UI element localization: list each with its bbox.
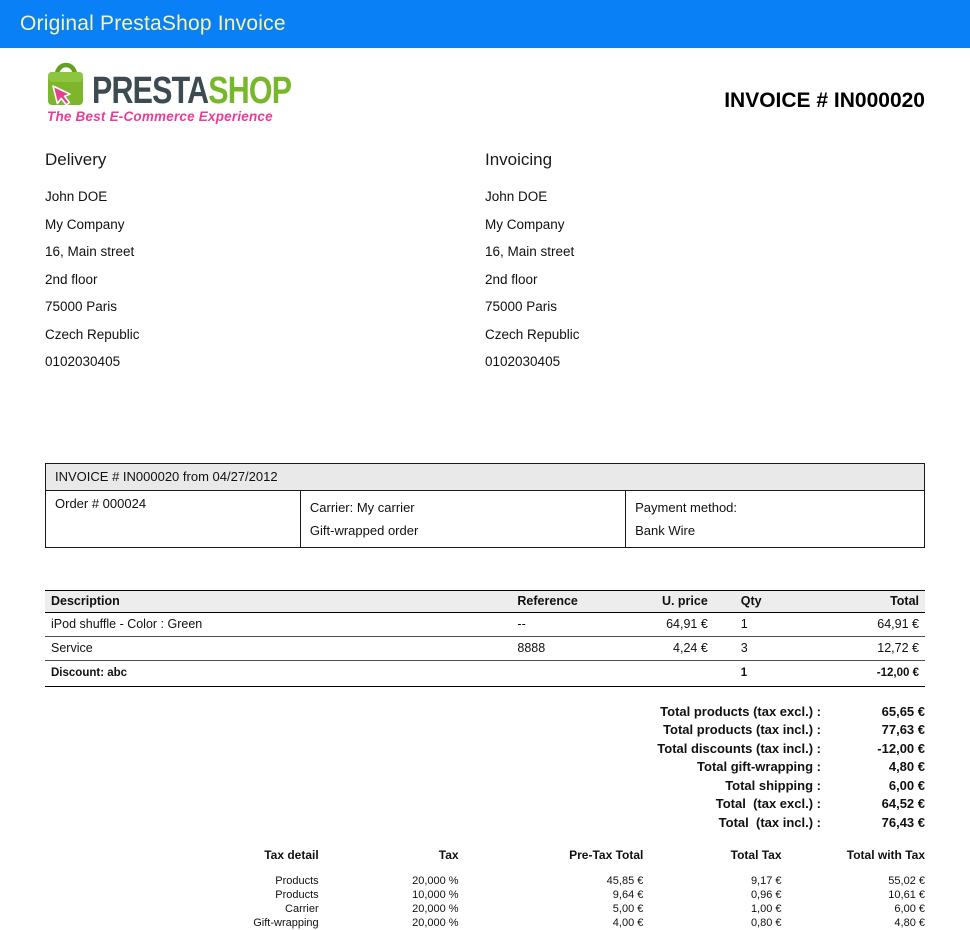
- page-banner: [0, 0, 970, 48]
- product-row: [45, 612, 925, 636]
- tax-total: 9,17 €: [750, 874, 782, 887]
- product-reference: --: [511, 612, 643, 636]
- total-label: Total products (tax incl.) :: [663, 722, 821, 738]
- product-qty: 3: [714, 636, 802, 660]
- tax-withtax: 55,02 €: [888, 874, 925, 887]
- total-label: Total gift-wrapping :: [697, 759, 821, 775]
- tax-total: 1,00 €: [750, 902, 782, 915]
- carrier-line: Carrier: My carrier: [309, 499, 415, 515]
- tax-pretax: 5,00 €: [612, 902, 644, 915]
- total-label: Total discounts (tax incl.) :: [657, 740, 821, 756]
- invoicing-name: John DOE: [485, 189, 548, 204]
- total-value: -12,00 €: [877, 740, 925, 756]
- tax-total: 0,96 €: [750, 888, 782, 901]
- invoice-number-title: INVOICE # IN000020: [724, 89, 925, 112]
- invoice-document: [0, 62, 970, 930]
- col-qty: Qty: [714, 590, 802, 612]
- invoicing-phone: 0102030405: [485, 354, 561, 369]
- col-description: Description: [45, 590, 511, 612]
- tax-withtax: 6,00 €: [894, 902, 925, 915]
- carrier-cell: [300, 490, 625, 547]
- tax-rate: 20,000 %: [412, 916, 459, 929]
- prestashop-bag-icon: [45, 62, 87, 114]
- payment-cell: [626, 490, 925, 547]
- col-reference: Reference: [511, 590, 643, 612]
- delivery-name: John DOE: [45, 189, 108, 204]
- delivery-company: My Company: [45, 216, 125, 232]
- total-value: 6,00 €: [888, 777, 925, 793]
- tax-rate: 20,000 %: [412, 874, 459, 887]
- total-value: 4,80 €: [888, 759, 925, 775]
- invoicing-heading: Invoicing: [485, 150, 553, 169]
- total-line: [45, 777, 925, 796]
- logo-shop-text: SHOP: [208, 70, 292, 112]
- tax-row: [45, 888, 925, 902]
- tax-detail: Products: [275, 874, 319, 887]
- product-total: 64,91 €: [802, 612, 925, 636]
- products-header-row: [45, 590, 925, 612]
- delivery-phone: 0102030405: [45, 354, 121, 369]
- invoicing-company: My Company: [485, 216, 565, 232]
- tax-rate: 20,000 %: [412, 902, 459, 915]
- product-row: [45, 636, 925, 660]
- tax-col-detail: Tax detail: [264, 847, 319, 862]
- invoicing-floor: 2nd floor: [485, 271, 538, 287]
- tax-col-totaltax: Total Tax: [730, 847, 782, 862]
- tax-total: 0,80 €: [750, 916, 782, 929]
- tax-row: [45, 902, 925, 916]
- product-unit-price: 64,91 €: [643, 612, 713, 636]
- product-qty: 1: [714, 612, 802, 636]
- discount-reference: [511, 660, 643, 686]
- discount-unit-price: [643, 660, 713, 686]
- invoicing-address: [485, 150, 925, 376]
- product-total: 12,72 €: [802, 636, 925, 660]
- tax-col-withtax: Total with Tax: [846, 847, 925, 862]
- payment-method-label: Payment method:: [635, 499, 738, 515]
- banner-title: Original PrestaShop Invoice: [20, 12, 286, 35]
- products-table: [45, 590, 925, 687]
- addresses-section: [45, 150, 925, 376]
- tax-col-rate: Tax: [438, 847, 459, 862]
- invoicing-country: Czech Republic: [485, 326, 580, 342]
- prestashop-logo: [45, 62, 305, 124]
- info-body-row: [46, 490, 925, 547]
- invoicing-city: 75000 Paris: [485, 299, 558, 314]
- tax-pretax: 45,85 €: [606, 874, 644, 887]
- totals-section: [45, 703, 925, 833]
- tax-row: [45, 874, 925, 888]
- logo-main: [45, 62, 305, 114]
- discount-qty: 1: [714, 660, 802, 686]
- delivery-street: 16, Main street: [45, 244, 135, 259]
- total-line: [45, 721, 925, 740]
- tax-header-row: [45, 848, 925, 874]
- product-description: Service: [45, 636, 511, 660]
- discount-description: Discount: abc: [45, 660, 511, 686]
- gift-wrap-line: Gift-wrapped order: [309, 522, 419, 538]
- total-line: [45, 814, 925, 833]
- col-unit-price: U. price: [643, 590, 713, 612]
- total-line: [45, 740, 925, 759]
- tax-withtax: 4,80 €: [894, 916, 925, 929]
- logo-wordmark: [92, 72, 291, 110]
- logo-tagline: The Best E-Commerce Experience: [47, 109, 273, 124]
- discount-row: [45, 660, 925, 686]
- total-line: [45, 795, 925, 814]
- invoice-info-header: INVOICE # IN000020 from 04/27/2012: [46, 463, 925, 490]
- product-reference: 8888: [511, 636, 643, 660]
- order-number-cell: Order # 000024: [46, 490, 301, 547]
- document-header: [45, 62, 925, 124]
- tax-rate: 10,000 %: [412, 888, 459, 901]
- info-header-row: [46, 463, 925, 490]
- delivery-floor: 2nd floor: [45, 271, 98, 287]
- delivery-city: 75000 Paris: [45, 299, 118, 314]
- total-value: 65,65 €: [881, 703, 925, 719]
- tax-detail-table: [45, 848, 925, 930]
- product-unit-price: 4,24 €: [643, 636, 713, 660]
- tax-withtax: 10,61 €: [888, 888, 925, 901]
- invoicing-street: 16, Main street: [485, 244, 575, 259]
- tax-pretax: 9,64 €: [612, 888, 644, 901]
- delivery-country: Czech Republic: [45, 326, 140, 342]
- tax-detail: Products: [275, 888, 319, 901]
- tax-detail: Gift-wrapping: [253, 916, 319, 929]
- total-value: 76,43 €: [881, 815, 925, 831]
- delivery-heading: Delivery: [45, 150, 107, 169]
- total-value: 64,52 €: [881, 796, 925, 812]
- total-label: Total (tax excl.) :: [715, 796, 821, 812]
- discount-total: -12,00 €: [802, 660, 925, 686]
- total-label: Total products (tax excl.) :: [660, 703, 821, 719]
- total-line: [45, 758, 925, 777]
- invoice-info-table: [45, 463, 925, 548]
- delivery-address: [45, 150, 485, 376]
- total-line: [45, 703, 925, 722]
- product-description: iPod shuffle - Color : Green: [45, 612, 511, 636]
- payment-method-value: Bank Wire: [635, 522, 696, 538]
- tax-col-pretax: Pre-Tax Total: [569, 847, 644, 862]
- tax-detail: Carrier: [285, 902, 319, 915]
- col-total: Total: [802, 590, 925, 612]
- logo-presta-text: PRESTA: [92, 70, 209, 112]
- total-label: Total (tax incl.) :: [718, 815, 821, 831]
- tax-pretax: 4,00 €: [612, 916, 644, 929]
- total-value: 77,63 €: [881, 722, 925, 738]
- total-label: Total shipping :: [725, 777, 821, 793]
